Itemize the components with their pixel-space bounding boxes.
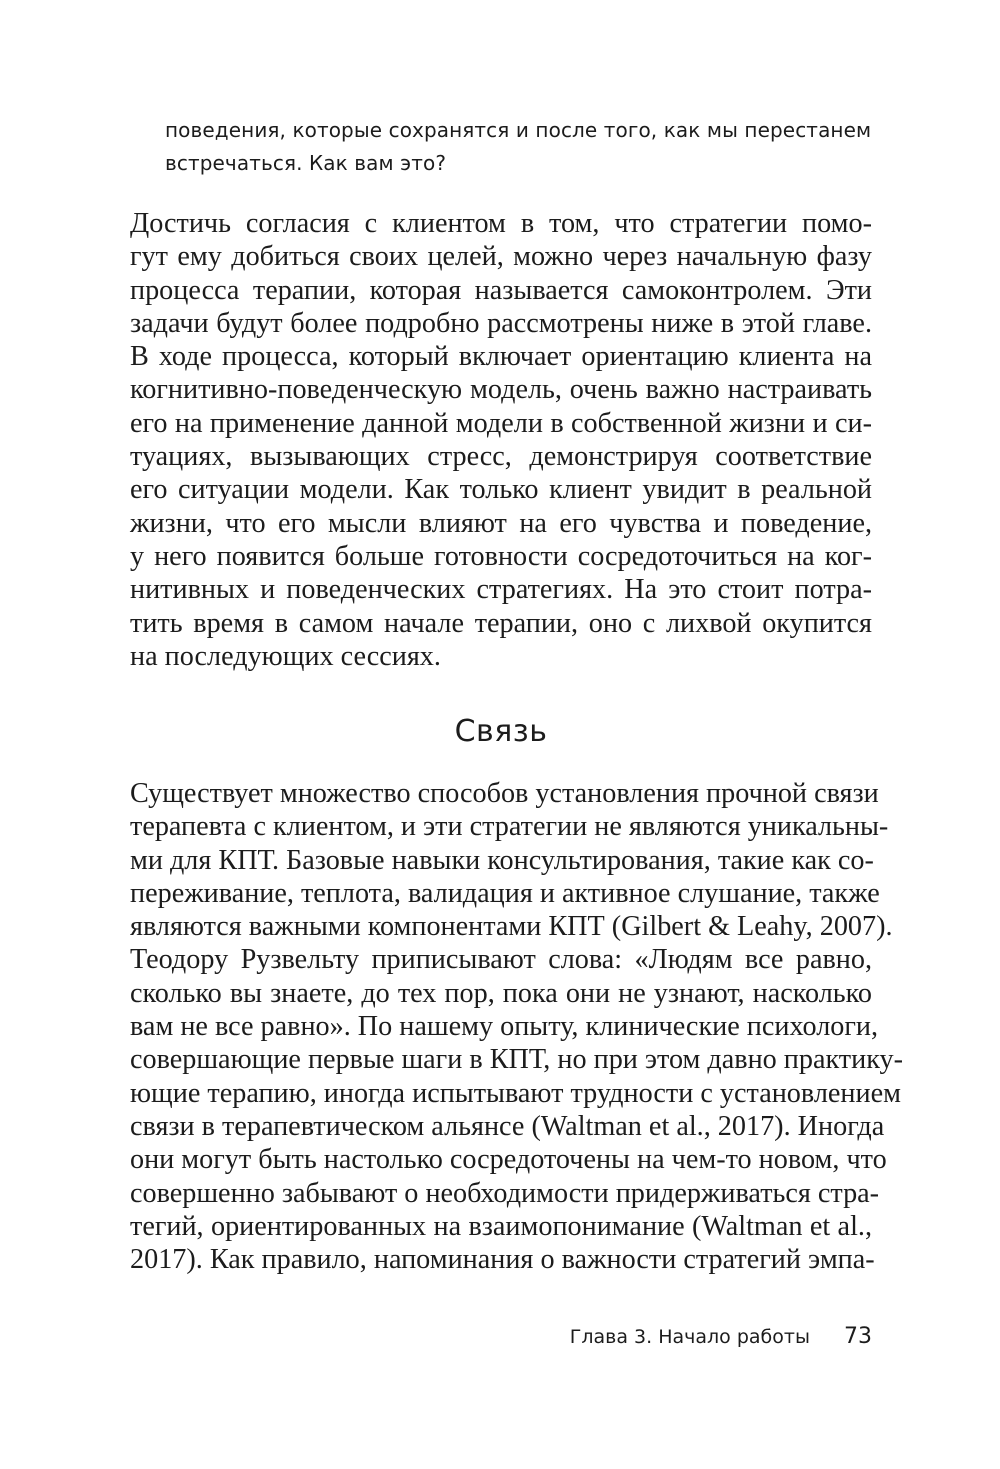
text-line: тить время в самом начале терапии, оно с лихвой окупится	[130, 607, 872, 639]
running-chapter-title: Глава 3. Начало работы	[569, 1326, 810, 1348]
text-line: на последующих сессиях.	[130, 640, 441, 672]
text-line: Теодору Рузвельту приписывают слова: «Людям все равно,	[130, 944, 872, 976]
text-line: связи в терапевтическом альянсе (Waltman et al., 2017). Иногда	[130, 1110, 885, 1142]
text-line: они могут быть настолько сосредоточены на чем-то новом, что	[130, 1144, 887, 1176]
text-line: ми для КПТ. Базовые навыки консультирования, такие как со-	[130, 844, 874, 876]
text-line: задачи будут более подробно рассмотрены ниже в этой главе.	[130, 307, 872, 339]
text-line: процесса терапии, которая называется самоконтролем. Эти	[130, 274, 872, 306]
text-line: туациях, вызывающих стресс, демонстрируя соответствие	[130, 441, 872, 473]
dialogue-line: встречаться. Как вам это?	[165, 151, 447, 175]
text-line: Достичь согласия с клиентом в том, что стратегии помо-	[130, 208, 872, 239]
text-line: переживание, теплота, валидация и активное слушание, также	[130, 877, 880, 909]
text-line: его ситуации модели. Как только клиент увидит в реальной	[130, 474, 872, 506]
text-line: когнитивно-поведенческую модель, очень важно настраивать	[130, 374, 872, 406]
page-number: 73	[844, 1324, 872, 1349]
text-line: тегий, ориентированных на взаимопонимание (Waltman et al.,	[130, 1210, 872, 1242]
text-line: жизни, что его мысли влияют на его чувства и поведение,	[130, 507, 872, 539]
text-line: являются важными компонентами КПТ (Gilbert & Leahy, 2007).	[130, 911, 893, 943]
text-line: гут ему добиться своих целей, можно через начальную фазу	[130, 241, 872, 273]
text-line: 2017). Как правило, напоминания о важности стратегий эмпа-	[130, 1244, 875, 1276]
section-heading: Связь	[454, 714, 548, 749]
text-line: его на применение данной модели в собственной жизни и си-	[130, 407, 872, 439]
paragraph-2	[130, 777, 903, 1276]
text-line: у него появится больше готовности сосредоточиться на ког-	[130, 540, 872, 572]
text-line: терапевта с клиентом, и эти стратегии не являются уникальны-	[130, 811, 889, 843]
paragraph-1	[130, 207, 872, 673]
text-line: нитивных и поведенческих стратегиях. На это стоит потра-	[130, 574, 872, 606]
text-line: Существует множество способов установления прочной связи	[130, 778, 879, 809]
text-line: вам не все равно». По нашему опыту, клинические психологи,	[130, 1011, 879, 1043]
page-footer	[570, 1322, 872, 1352]
text-line: совершенно забывают о необходимости придерживаться стра-	[130, 1177, 880, 1209]
dialogue-line: поведения, которые сохранятся и после того, как мы перестанем	[165, 118, 872, 142]
dialogue-excerpt	[165, 114, 880, 180]
text-line: В ходе процесса, который включает ориентацию клиента на	[130, 341, 872, 373]
text-line: совершающие первые шаги в КПТ, но при этом давно практику-	[130, 1044, 903, 1076]
text-line: сколько вы знаете, до тех пор, пока они не узнают, насколько	[130, 977, 872, 1009]
text-line: ющие терапию, иногда испытывают трудности с установлением	[130, 1077, 901, 1109]
